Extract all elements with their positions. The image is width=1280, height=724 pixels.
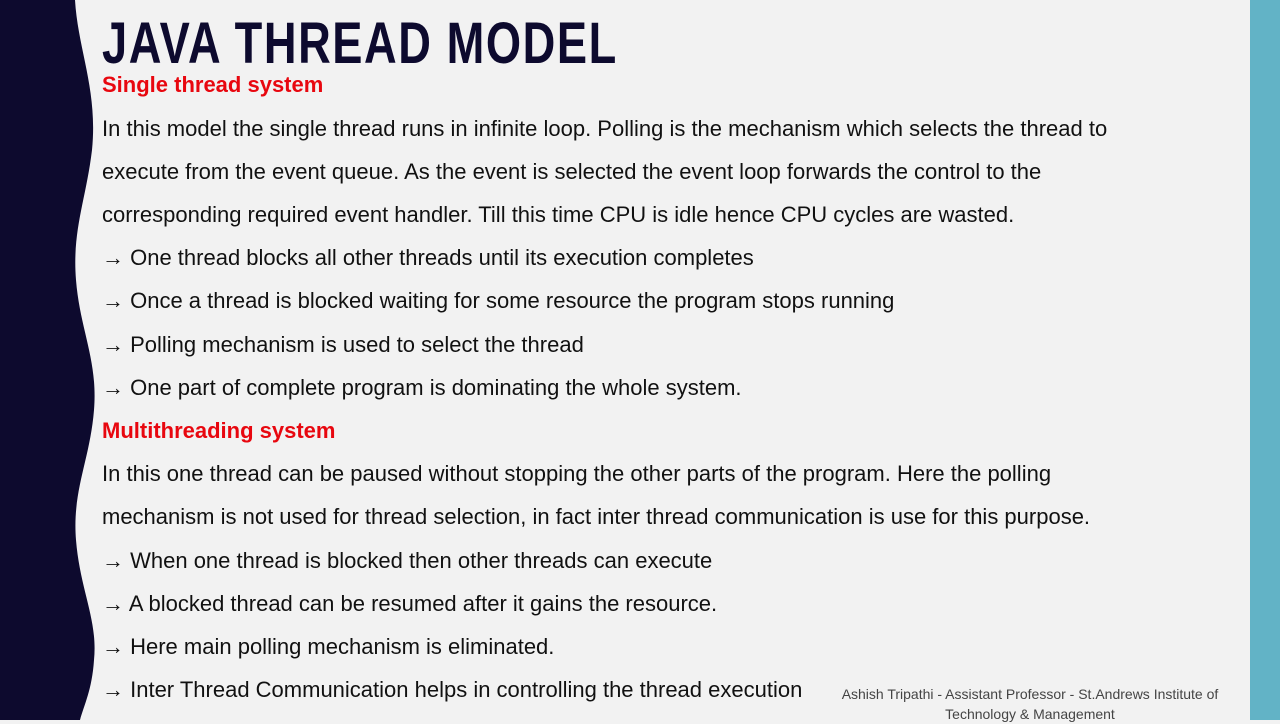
footer-line: Technology & Management bbox=[945, 706, 1115, 722]
bullet-item: → One thread blocks all other threads until its execution completes bbox=[102, 245, 754, 270]
slide-footer bbox=[820, 684, 1240, 724]
bullet-item: → When one thread is blocked then other threads can execute bbox=[102, 548, 713, 573]
bullet-item: → Inter Thread Communication helps in controlling the thread execution bbox=[102, 677, 803, 702]
bullet-item: → Here main polling mechanism is eliminated. bbox=[102, 634, 555, 659]
bullet-item: → One part of complete program is dominating the whole system. bbox=[102, 375, 742, 400]
paragraph-line: corresponding required event handler. Till this time CPU is idle hence CPU cycles are wasted. bbox=[102, 202, 1015, 227]
left-wave-band bbox=[0, 0, 110, 720]
paragraph-line: In this one thread can be paused without stopping the other parts of the program. Here the polling bbox=[102, 461, 1052, 486]
paragraph-line: In this model the single thread runs in infinite loop. Polling is the mechanism which selects the thread to bbox=[102, 116, 1108, 141]
section-heading-single: Single thread system bbox=[102, 72, 324, 97]
bullet-item: → Once a thread is blocked waiting for some resource the program stops running bbox=[102, 288, 895, 313]
section-heading-multi: Multithreading system bbox=[102, 418, 336, 443]
right-accent-band bbox=[1250, 0, 1280, 720]
slide-title: JAVA THREAD MODEL bbox=[102, 11, 618, 76]
paragraph-line: mechanism is not used for thread selection, in fact inter thread communication is use for this purpose. bbox=[102, 504, 1091, 529]
bullet-item: → A blocked thread can be resumed after it gains the resource. bbox=[102, 591, 718, 616]
bullet-item: → Polling mechanism is used to select the thread bbox=[102, 332, 584, 357]
footer-line: Ashish Tripathi - Assistant Professor - St.Andrews Institute of bbox=[841, 686, 1219, 702]
paragraph-line: execute from the event queue. As the event is selected the event loop forwards the control to the bbox=[102, 159, 1042, 184]
